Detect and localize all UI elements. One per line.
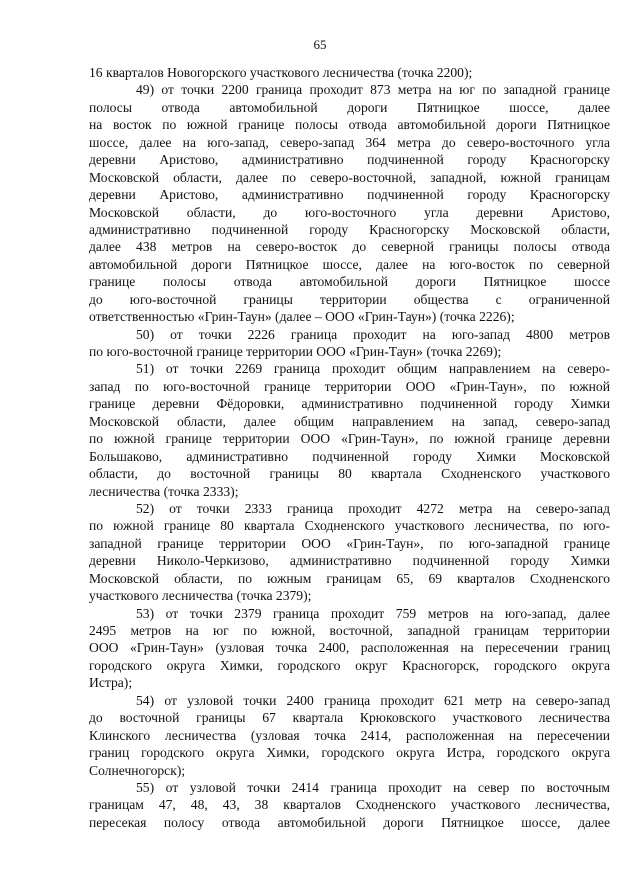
text-line: по южной границе 80 квартала Сходненского участкового лесничества, по юго- <box>89 518 610 534</box>
text-line: городского округа Химки, городского округ Красногорск, городского округа <box>89 657 610 673</box>
text-line: 55) от узловой точки 2414 граница проходит на север по восточным <box>136 779 610 795</box>
text-line: границам 47, 48, 43, 38 кварталов Сходненского участкового лесничества, <box>89 797 610 813</box>
text-line: лесничества (точка 2333); <box>89 483 239 499</box>
text-line: деревни Николо-Черкизово, административно подчиненной городу Химки <box>89 553 610 569</box>
text-line: пересекая полосу отвода автомобильной дороги Пятницкое шоссе, далее <box>89 814 610 830</box>
text-line: 50) от точки 2226 граница проходит на юго-запад 4800 метров <box>136 326 610 342</box>
text-line: Солнечногорск); <box>89 762 186 778</box>
text-line: по юго-восточной границе территории ООО «Грин-Таун» (точка 2269); <box>89 344 502 359</box>
body-text <box>89 64 610 831</box>
text-line: по южной границе территории ООО «Грин-Таун», по южной границе деревни <box>89 431 610 447</box>
text-line: границе деревни Фёдоровки, административно подчиненной городу Химки <box>89 396 610 412</box>
text-line: границе полосы отвода автомобильной дороги Пятницкое шоссе <box>89 274 610 290</box>
text-line: 2495 метров на юг по южной, восточной, западной границам территории <box>89 623 610 638</box>
text-line: Московской области, до юго-восточного угла деревни Аристово, <box>89 204 610 220</box>
text-line: участкового лесничества (точка 2379); <box>89 588 312 604</box>
text-line: далее 438 метров на северо-восток до северной границы полосы отвода <box>89 239 610 255</box>
text-line: Московской области, далее по северо-восточной, западной, южной границам <box>89 169 610 185</box>
text-line: 51) от точки 2269 граница проходит общим направлением на северо- <box>136 361 610 377</box>
text-line: области, до восточной границы 80 квартала Сходненского участкового <box>89 466 610 482</box>
text-line: до восточной границы 67 квартала Крюковского участкового лесничества <box>89 710 610 726</box>
text-line: 52) от точки 2333 граница проходит 4272 метра на северо-запад <box>136 500 610 516</box>
text-line: ответственностью «Грин-Таун» (далее – ООО «Грин-Таун») (точка 2226); <box>89 309 515 325</box>
text-line: 49) от точки 2200 граница проходит 873 метра на юг по западной границе <box>136 82 610 98</box>
text-line: ООО «Грин-Таун» (узловая точка 2400, расположенная на пересечении границ <box>89 640 610 656</box>
text-line: 54) от узловой точки 2400 граница проходит 621 метр на северо-запад <box>136 692 610 708</box>
text-line: западной границе территории ООО «Грин-Таун», по юго-западной границе <box>89 535 610 551</box>
text-line: Московской области, по южным границам 65, 69 кварталов Сходненского <box>89 570 610 586</box>
text-line: на восток по южной границе полосы отвода автомобильной дороги Пятницкое <box>89 117 610 133</box>
text-line: деревни Аристово, административно подчиненной городу Красногорску <box>89 152 610 168</box>
text-line: 53) от точки 2379 граница проходит 759 метров на юго-запад, далее <box>136 605 610 621</box>
text-line: запад по юго-восточной границе территории ООО «Грин-Таун», по южной <box>89 378 610 394</box>
text-line: Клинского лесничества (узловая точка 2414, расположенная на пересечении <box>89 727 610 743</box>
text-line: Московской области, далее общим направлением на запад, северо-запад <box>89 413 610 429</box>
text-line: административно подчиненной городу Красногорску Московской области, <box>89 221 610 237</box>
text-line: шоссе, далее на юго-запад, северо-запад 364 метра до северо-восточного угла <box>89 134 610 150</box>
text-line: Большаково, административно подчиненной городу Химки Московской <box>89 448 610 464</box>
text-line: Истра); <box>89 675 133 691</box>
text-line: деревни Аристово, административно подчиненной городу Красногорску <box>89 187 610 203</box>
text-line: границ городского округа Химки, городского округа Истра, городского округа <box>89 745 610 761</box>
text-line: полосы отвода автомобильной дороги Пятницкое шоссе, далее <box>89 99 610 115</box>
text-line: 16 кварталов Новогорского участкового лесничества (точка 2200); <box>89 65 473 80</box>
text-line: автомобильной дороги Пятницкое шоссе, далее на юго-восток по северной <box>89 256 610 272</box>
text-line: до юго-восточной границы территории общества с ограниченной <box>89 291 610 307</box>
page-number: 65 <box>313 37 327 52</box>
